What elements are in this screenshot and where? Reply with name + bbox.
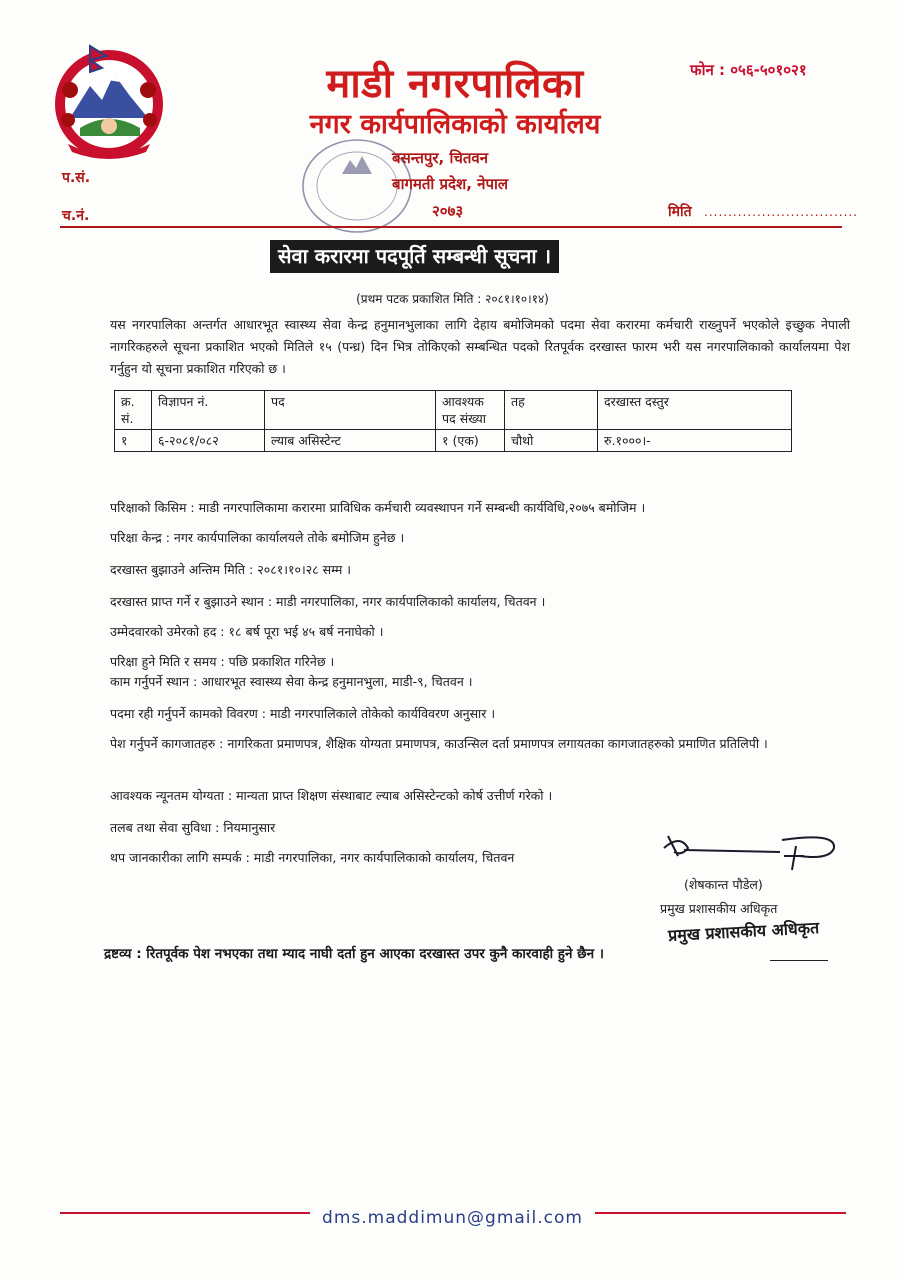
detail-exam-type: परिक्षाको किसिम : माडी नगरपालिकामा करारमा प्राविधिक कर्मचारी व्यवस्थापन गर्ने सम्बन्धी कार्यविधि,२०७५ बमोजिम । [110,500,646,515]
detail-contact: थप जानकारीका लागि सम्पर्क : माडी नगरपालिका, नगर कार्यपालिकाको कार्यालय, चितवन [110,850,515,865]
remark-note: द्रष्टव्य : रितपूर्वक पेश नभएका तथा म्याद नाघी दर्ता हुन आएका दरखास्त उपर कुनै कारवाही हुने छैन । [104,946,604,962]
first-published-note: (प्रथम पटक प्रकाशित मिति : २०८१।१०।१४) [356,292,549,306]
detail-work-place: काम गर्नुपर्ने स्थान : आधारभूत स्वास्थ्य सेवा केन्द्र हनुमानभुला, माडी-९, चितवन । [110,674,473,689]
nepal-emblem-logo [50,40,168,162]
date-label: मिति [668,204,692,220]
detail-exam-date: परिक्षा हुने मिति र समय : पछि प्रकाशित गरिनेछ । [110,654,335,669]
cell-ad-number: ६-२०८१/०८२ [152,430,265,452]
email-text: dms.maddimun@gmail.com [310,1208,595,1228]
detail-deadline: दरखास्त बुझाउने अन्तिम मिति : २०८१।१०।२८ सम्म । [110,562,352,577]
detail-salary: तलब तथा सेवा सुविधा : नियमानुसार [110,820,276,835]
signer-title: प्रमुख प्रशासकीय अधिकृत [660,901,778,916]
col-sn: क्र. सं. [115,391,152,430]
ref-patra-sankhya: प.सं. [62,170,91,186]
detail-submission-place: दरखास्त प्राप्त गर्ने र बुझाउने स्थान : माडी नगरपालिका, नगर कार्यपालिकाको कार्यालय, चितवन । [110,594,546,609]
detail-age-limit: उम्मेदवारको उमेरको हद : १८ बर्ष पूरा भई ४५ बर्ष ननाघेको । [110,624,384,639]
signer-name: (शेषकान्त पौडेल) [684,877,763,892]
vacancy-table [114,390,792,452]
detail-exam-center: परिक्षा केन्द्र : नगर कार्यपालिका कार्यालयले तोके बमोजिम हुनेछ । [110,530,405,545]
address-line-2: बागमती प्रदेश, नेपाल [392,175,509,193]
col-fee: दरखास्त दस्तुर [598,391,792,430]
cell-required-count: १ (एक) [436,430,505,452]
established-year: २०७३ [432,202,464,220]
col-required-count: आवश्यक पद संख्या [436,391,505,430]
signature-image [660,826,840,872]
signature-dash [770,960,828,961]
cell-post: ल्याब असिस्टेन्ट [265,430,436,452]
detail-documents: पेश गर्नुपर्ने कागजातहरु : नागरिकता प्रमाणपत्र, शैक्षिक योग्यता प्रमाणपत्र, काउन्सिल दर्ता प्रमाणपत्र लगायतका कागजातहरुको प्रमाणित प्रतिलिपी । [110,736,768,751]
signer-title-stamp: प्रमुख प्रशासकीय अधिकृत [667,918,820,945]
cell-fee: रु.१०००।- [598,430,792,452]
cell-level: चौथो [505,430,598,452]
footer-email [0,1208,905,1228]
detail-job-description: पदमा रही गर्नुपर्ने कामको विवरण : माडी नगरपालिकाले तोकेको कार्यविवरण अनुसार । [110,706,496,721]
notice-heading: सेवा करारमा पदपूर्ति सम्बन्धी सूचना । [270,240,559,273]
org-name: माडी नगरपालिका [326,61,584,107]
phone-number: फोन : ०५६-५०१०२१ [690,61,807,79]
ref-chalani-number: च.नं. [62,208,90,224]
cell-sn: १ [115,430,152,452]
office-name: नगर कार्यपालिकाको कार्यालय [309,109,601,140]
header-divider [60,226,842,228]
col-ad-number: विज्ञापन नं. [152,391,265,430]
notice-intro: यस नगरपालिका अन्तर्गत आधारभूत स्वास्थ्य सेवा केन्द्र हनुमानभुलाका लागि देहाय बमोजिमको पदमा सेवा करारमा कर्मचारी राख्नुपर्ने भएकोले इच्छुक नेपाली नागरिकहरुले सूचना प्रकाशित भएको मितिले १५ (पन्ध्र) दिन भित्र तोकिएको सम्बन्धित पदको रितपूर्वक दरखास्त फारम भरी यस नगरपालिकाको कार्यालयमा पेश गर्नुहुन यो सूचना प्रकाशित गरिएको छ । [110,317,850,376]
col-level: तह [505,391,598,430]
address-line-1: बसन्तपुर, चितवन [392,149,489,167]
table-header-row [115,391,792,430]
detail-qualification: आवश्यक न्यूनतम योग्यता : मान्यता प्राप्त शिक्षण संस्थाबाट ल्याब असिस्टेन्टको कोर्ष उत्तीर्ण गरेको । [110,788,553,803]
table-row [115,430,792,452]
date-blank: ................................ [704,205,859,219]
col-post: पद [265,391,436,430]
